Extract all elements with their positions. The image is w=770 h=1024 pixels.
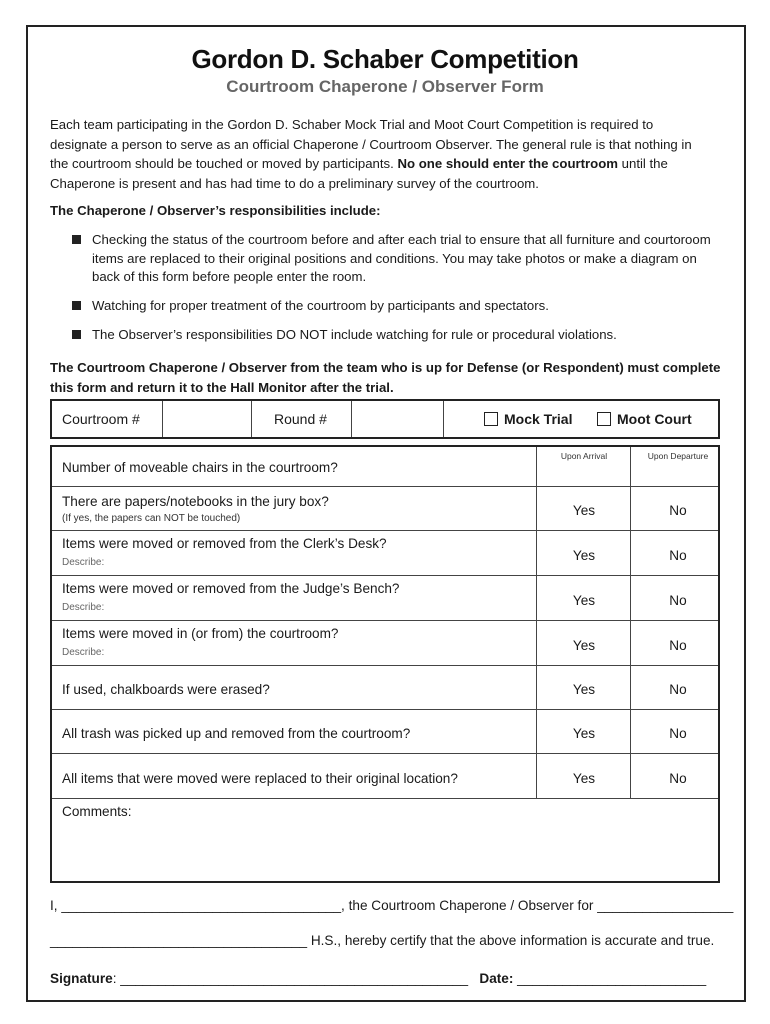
signature-row <box>50 971 706 986</box>
date-field[interactable]: _________________________ <box>513 971 707 986</box>
row-question: Items were moved or removed from the Clerk’s Desk? <box>62 536 387 551</box>
yes-option[interactable]: Yes <box>572 682 596 697</box>
row-question: If used, chalkboards were erased? <box>62 682 270 697</box>
date-label: Date: <box>479 971 514 986</box>
signature-label: Signature <box>50 971 113 986</box>
form-header-box <box>50 399 720 439</box>
yes-option[interactable]: Yes <box>572 771 596 786</box>
list-item: Checking the status of the courtroom before and after each trial to ensure that all furniture and courtoroom items are replaced to their original positions and conditions. You may take photos or make a diagram on back of this form before people enter the room. <box>72 231 722 287</box>
no-option[interactable]: No <box>669 593 687 608</box>
courtroom-label: Courtroom # <box>62 411 140 427</box>
yes-option[interactable]: Yes <box>572 638 596 653</box>
bullet-square-icon <box>72 235 81 244</box>
completion-instruction: The Courtroom Chaperone / Observer from the team who is up for Defense (or Respondent) must complete this form and return it to the Hall Monitor after the trial. <box>50 360 721 395</box>
comments-field[interactable] <box>52 799 718 881</box>
moot-court-checkbox[interactable]: Moot Court <box>597 411 692 427</box>
row-question: Number of moveable chairs in the courtroom? <box>62 460 338 475</box>
emphasis-text: No one should enter the courtroom <box>397 156 618 171</box>
round-label: Round # <box>274 411 327 427</box>
certification-line-2[interactable]: __________________________________ H.S., hereby certify that the above information is accurate and true. <box>50 933 715 948</box>
describe-label: Describe: <box>62 647 105 658</box>
responsibilities-heading: The Chaperone / Observer’s responsibilities include: <box>50 203 381 218</box>
yes-option[interactable]: Yes <box>572 503 596 518</box>
list-item: Watching for proper treatment of the courtroom by participants and spectators. <box>72 297 722 316</box>
no-option[interactable]: No <box>669 503 687 518</box>
intro-paragraph: Each team participating in the Gordon D. Schaber Mock Trial and Moot Court Competition is required to designate a person to serve as an official Chaperone / Courtroom Observer. The general rule is that nothing in the courtroom should be touched or moved by participants. No one should enter the courtroom until the Chaperone is present and has had time to do a preliminary survey of the courtroom. <box>50 117 692 191</box>
describe-label: Describe: <box>62 557 105 568</box>
row-question: There are papers/notebooks in the jury box? <box>62 494 329 509</box>
row-question: All items that were moved were replaced to their original location? <box>62 771 458 786</box>
round-input[interactable] <box>352 401 443 437</box>
no-option[interactable]: No <box>669 771 687 786</box>
page-title: Gordon D. Schaber Competition <box>191 44 579 74</box>
bullet-square-icon <box>72 330 81 339</box>
no-option[interactable]: No <box>669 548 687 563</box>
signature-field[interactable]: : ______________________________________________ <box>112 971 469 986</box>
row-question: Items were moved in (or from) the courtroom? <box>62 626 339 641</box>
yes-option[interactable]: Yes <box>572 548 596 563</box>
row-question: Items were moved or removed from the Judge’s Bench? <box>62 581 400 596</box>
no-option[interactable]: No <box>669 638 687 653</box>
describe-label: Describe: <box>62 602 105 613</box>
courtroom-input[interactable] <box>163 401 251 437</box>
comments-label: Comments: <box>62 804 132 819</box>
certification-line-1[interactable]: I, _____________________________________, the Courtroom Chaperone / Observer for __________________ <box>50 898 734 913</box>
col-header-arrival: Upon Arrival <box>560 451 608 461</box>
list-item: The Observer’s responsibilities DO NOT include watching for rule or procedural violations. <box>72 326 722 345</box>
yes-option[interactable]: Yes <box>572 593 596 608</box>
row-note: (If yes, the papers can NOT be touched) <box>62 513 241 524</box>
no-option[interactable]: No <box>669 682 687 697</box>
checklist-table <box>50 445 720 883</box>
mock-trial-checkbox[interactable]: Mock Trial <box>484 411 572 427</box>
col-header-departure: Upon Departure <box>647 451 709 461</box>
checkbox-icon <box>484 412 498 426</box>
page-subtitle: Courtroom Chaperone / Observer Form <box>226 77 544 96</box>
no-option[interactable]: No <box>669 726 687 741</box>
checkbox-icon <box>597 412 611 426</box>
yes-option[interactable]: Yes <box>572 726 596 741</box>
row-question: All trash was picked up and removed from the courtroom? <box>62 726 411 741</box>
bullet-square-icon <box>72 301 81 310</box>
